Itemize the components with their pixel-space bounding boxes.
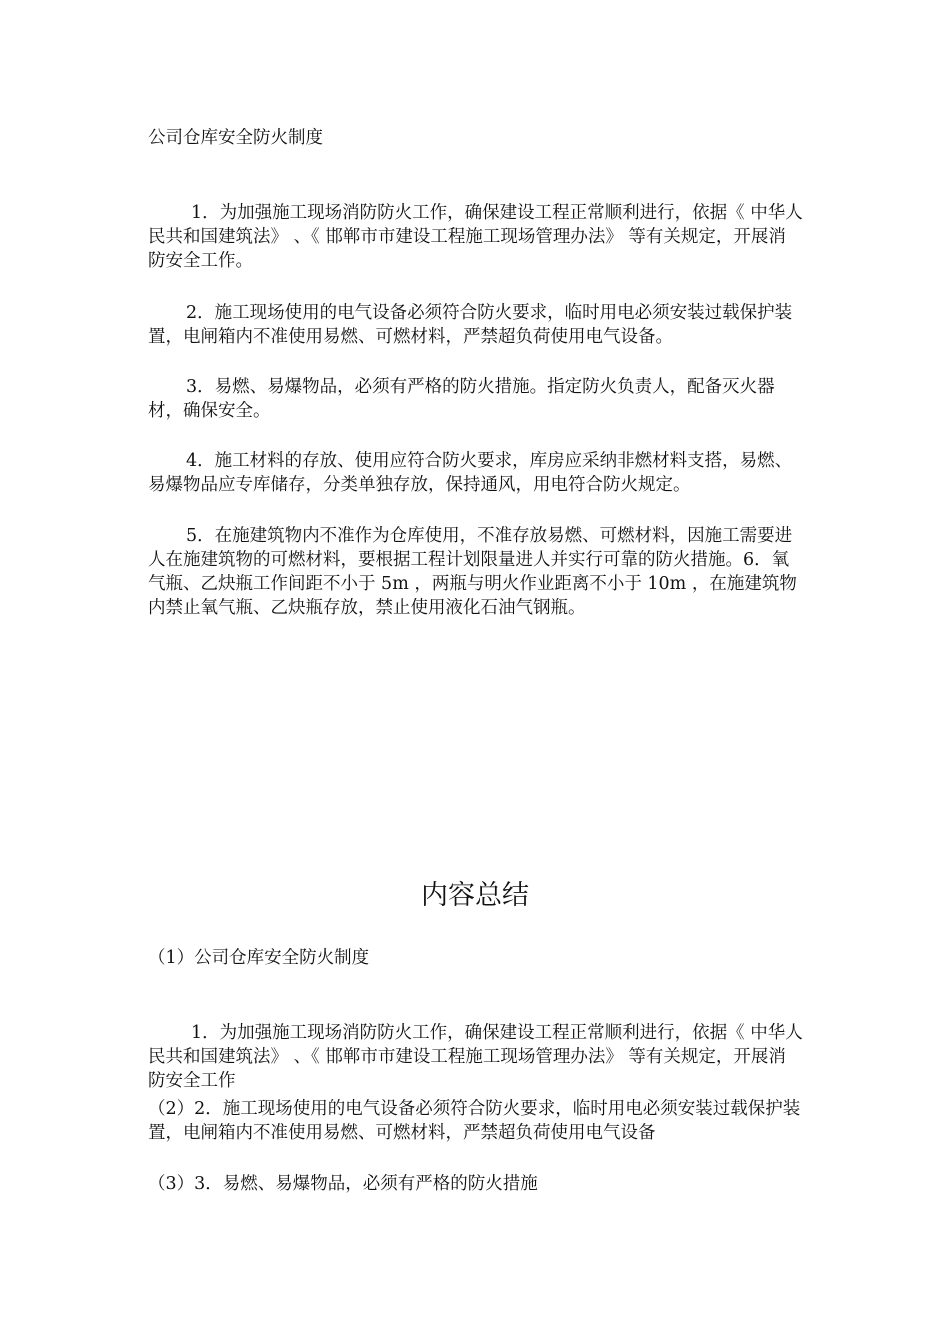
- summary-item-2: （2）2．施工现场使用的电气设备必须符合防火要求，临时用电必须安装过载保护装置，电闸箱内不准使用易燃、可燃材料，严禁超负荷使用电气设备: [148, 1099, 801, 1143]
- summary-item-1: 1．为加强施工现场消防防火工作，确保建设工程正常顺利进行，依据《 中华人民共和国建筑法》 、《 邯郸市市建设工程施工现场管理办法》 等有关规定，开展消防安全工作: [148, 1023, 803, 1091]
- paragraph-3: 3．易燃、易爆物品，必须有严格的防火措施。指定防火负责人，配备灭火器材，确保安全。: [148, 377, 775, 421]
- summary-heading: 内容总结: [421, 880, 529, 911]
- summary-title: （1）公司仓库安全防火制度: [148, 948, 370, 968]
- paragraph-2: 2．施工现场使用的电气设备必须符合防火要求，临时用电必须安装过载保护装置，电闸箱内不准使用易燃、可燃材料，严禁超负荷使用电气设备。: [148, 303, 793, 347]
- summary-item-3: （3）3．易燃、易爆物品，必须有严格的防火措施: [148, 1174, 538, 1194]
- paragraph-4: 4．施工材料的存放、使用应符合防火要求，库房应采纳非燃材料支搭，易燃、易爆物品应专库储存，分类单独存放，保持通风，用电符合防火规定。: [148, 451, 793, 495]
- document-title: 公司仓库安全防火制度: [148, 128, 323, 148]
- paragraph-5: 5．在施建筑物内不准作为仓库使用，不准存放易燃、可燃材料，因施工需要进人在施建筑物的可燃材料，要根据工程计划限量进人并实行可靠的防火措施。6．氧气瓶、乙炔瓶工作间距不小于 5m ，两瓶与明火作业距离不小于 10m ，在施建筑物内禁止氧气瓶、乙炔瓶存放，禁止使用液化石油气钢瓶。: [148, 526, 797, 618]
- paragraph-1: 1．为加强施工现场消防防火工作，确保建设工程正常顺利进行，依据《 中华人民共和国建筑法》 、《 邯郸市市建设工程施工现场管理办法》 等有关规定，开展消防安全工作。: [148, 203, 803, 271]
